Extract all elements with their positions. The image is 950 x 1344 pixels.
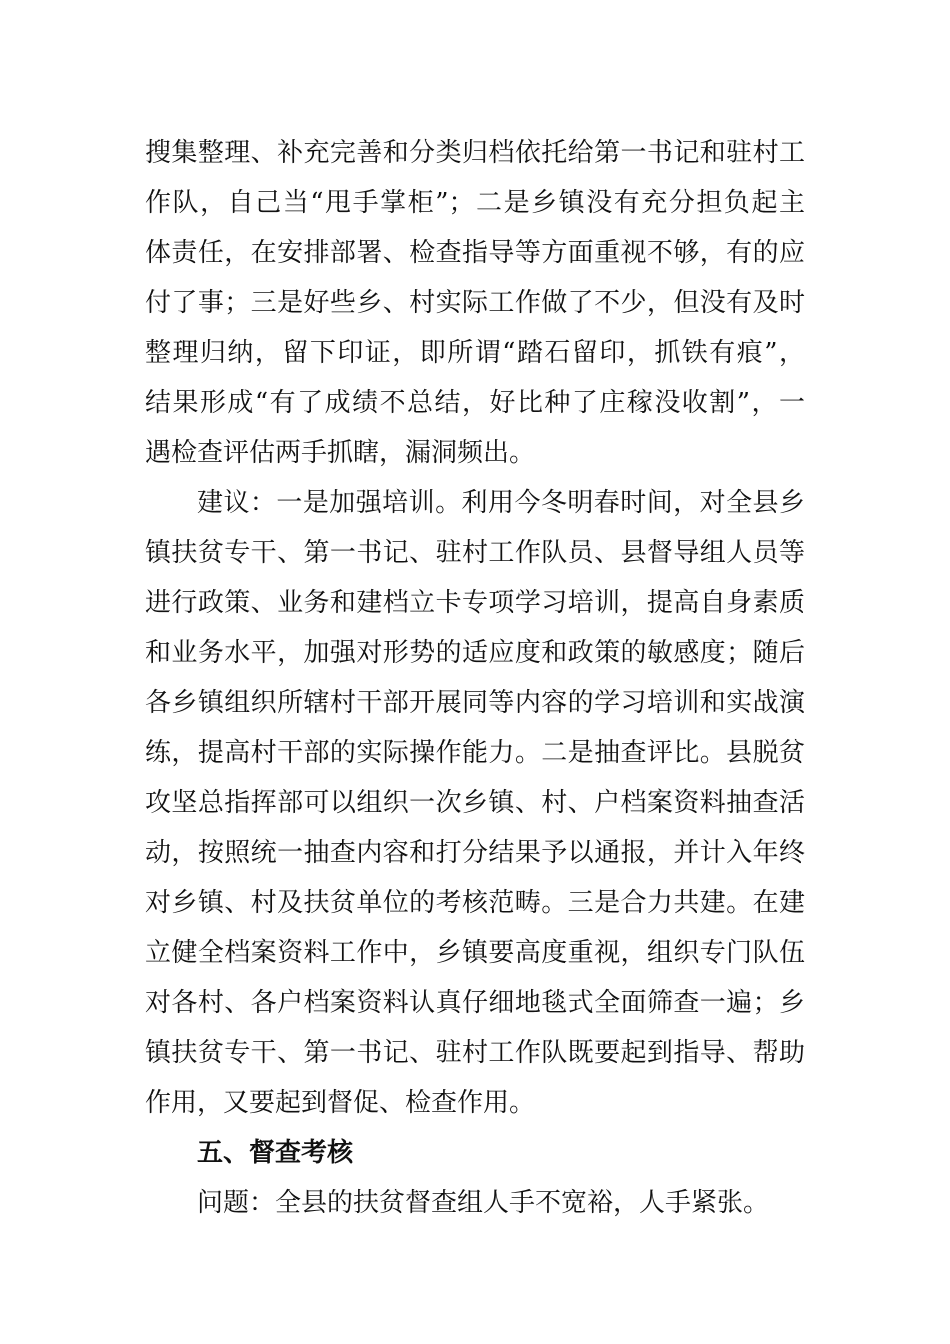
text-line: 搜集整理、补充完善和分类归档依托给第一书记和驻村工 [145, 138, 805, 168]
text-line: 对各村、各户档案资料认真仔细地毯式全面筛查一遍；乡 [145, 988, 805, 1018]
text-line: 立健全档案资料工作中，乡镇要高度重视，组织专门队伍 [145, 938, 805, 968]
text-line: 镇扶贫专干、第一书记、驻村工作队员、县督导组人员等 [145, 538, 805, 568]
paragraph-causes [145, 128, 805, 478]
text-line: 遇检查评估两手抓瞎，漏洞频出。 [145, 438, 536, 468]
text-line: 动，按照统一抽查内容和打分结果予以通报，并计入年终 [145, 838, 805, 868]
text-line: 和业务水平，加强对形势的适应度和政策的敏感度；随后 [145, 638, 805, 668]
text-line: 体责任，在安排部署、检查指导等方面重视不够，有的应 [145, 238, 805, 268]
text-line: 进行政策、业务和建档立卡专项学习培训，提高自身素质 [145, 588, 805, 618]
text-line: 作队，自己当“甩手掌柜”；二是乡镇没有充分担负起主 [145, 188, 805, 218]
text-line: 镇扶贫专干、第一书记、驻村工作队既要起到指导、帮助 [145, 1038, 805, 1068]
text-line: 各乡镇组织所辖村干部开展同等内容的学习培训和实战演 [145, 688, 805, 718]
document-body [145, 128, 805, 1228]
text-line: 对乡镇、村及扶贫单位的考核范畴。三是合力共建。在建 [145, 888, 805, 918]
text-line: 建议：一是加强培训。利用今冬明春时间，对全县乡 [197, 488, 805, 518]
text-line: 攻坚总指挥部可以组织一次乡镇、村、户档案资料抽查活 [145, 788, 805, 818]
text-line: 结果形成“有了成绩不总结，好比种了庄稼没收割”，一 [145, 388, 805, 418]
section-heading: 五、督查考核 [197, 1138, 354, 1168]
text-line: 作用，又要起到督促、检查作用。 [145, 1088, 536, 1118]
paragraph-suggestions [145, 478, 805, 1128]
problem-statement: 问题：全县的扶贫督查组人手不宽裕，人手紧张。 [197, 1188, 770, 1218]
text-line: 练，提高村干部的实际操作能力。二是抽查评比。县脱贫 [145, 738, 805, 768]
text-line: 整理归纳，留下印证，即所谓“踏石留印，抓铁有痕”， [145, 338, 805, 368]
text-line: 付了事；三是好些乡、村实际工作做了不少，但没有及时 [145, 288, 805, 318]
